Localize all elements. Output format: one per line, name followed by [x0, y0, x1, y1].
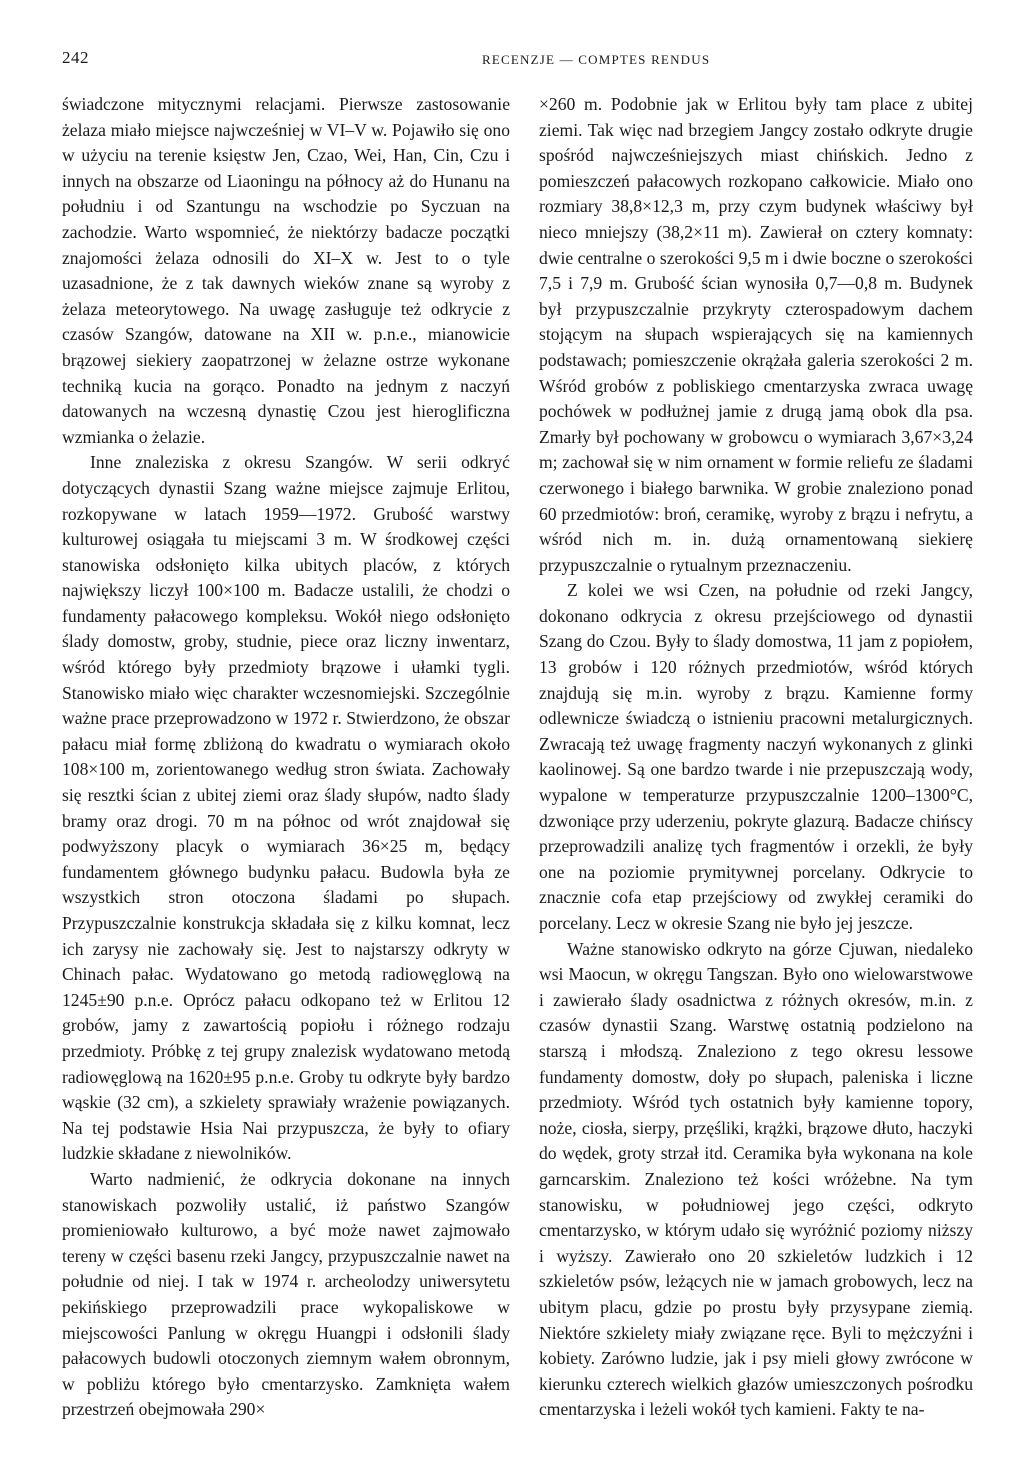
paragraph: Ważne stanowisko odkryto na górze Cjuwan, niedaleko wsi Maocun, w okręgu Tangszan. Było ono wielowarstwowe i zawierało ślady osadnictwa z różnych okresów, m.in. z czasów dynastii Szang. Warstwę ostatnią podzielono na starszą i młodszą. Znaleziono z tego okresu lessowe fundamenty domostw, doły po słupach, paleniska i liczne przedmioty. Wśród tych ostatnich były kamienne topory, noże, ciosła, sierpy, przęśliki, krążki, brązowe dłuto, haczyki do wędek, groty strzał itd. Ceramika była wykonana na kole garncarskim. Znaleziono też kości wróżebne. Na tym stanowisku, w południowej jego części, odkryto cmentarzysko, w którym udało się wyróżnić poziomy niższy i wyższy. Zawierało ono 20 szkieletów ludzkich i 12 szkieletów psów, leżących nie w jamach grobowych, lecz na ubitym placu, gdzie po prostu były przysypane ziemią. Niektóre szkielety miały związane ręce. Byli to mężczyźni i kobiety. Zarówno ludzie, jak i psy mieli głowy zwrócone w kierunku czterech wielkich głazów umieszczonych pośrodku cmentarzyska i leżeli wokół tych kamieni. Fakty te na-: [539, 938, 973, 1420]
paragraph: Z kolei we wsi Czen, na południe od rzeki Jangcy, dokonano odkrycia z okresu przejściowego od dynastii Szang do Czou. Były to ślady domostwa, 11 jam z popiołem, 13 grobów i 120 różnych przedmiotów, wśród których znajdują się m.in. wyroby z brązu. Kamienne formy odlewnicze świadczą o istnieniu pracowni metalurgicznych. Zwracają też uwagę fragmenty naczyń wykonanych z glinki kaolinowej. Są one bardzo twarde i nie przepuszczają wody, wypalone w temperaturze przypuszczalnie 1200–1300°C, dzwoniące przy uderzeniu, pokryte glazurą. Badacze chińscy przeprowadzili analizę tych fragmentów i orzekli, że były one na poziomie prymitywnej porcelany. Odkrycie to znacznie cofa etap przejściowy od zwykłej ceramiki do porcelany. Lecz w okresie Szang nie było jej jeszcze.: [539, 580, 973, 933]
page-header: [62, 48, 972, 72]
paragraph: Inne znaleziska z okresu Szangów. W serii odkryć dotyczących dynastii Szang ważne miejsce zajmuje Erlitou, rozkopywane w latach 1959—1972. Grubość warstwy kulturowej osiągała tu miejscami 3 m. W środkowej części stanowiska odsłonięto kilka ubitych placów, z których największy liczył 100×100 m. Badacze ustalili, że chodzi o fundamenty pałacowego kompleksu. Wokół niego odsłonięto ślady domostw, groby, studnie, piece oraz liczny inwentarz, wśród którego były przedmioty brązowe i ułamki tygli. Stanowisko miało więc charakter wczesnomiejski. Szczególnie ważne prace przeprowadzono w 1972 r. Stwierdzono, że obszar pałacu miał formę zbliżoną do kwadratu o wymiarach około 108×100 m, zorientowanego według stron świata. Zachowały się resztki ścian z ubitej ziemi oraz ślady słupów, nadto ślady bramy oraz drogi. 70 m na północ od wrót znajdował się podwyższony placyk o wymiarach 36×25 m, będący fundamentem głównego budynku pałacu. Budowla była ze wszystkich stron otoczona śladami po słupach. Przypuszczalnie konstrukcja składała się z kilku komnat, lecz ich zarysy nie zachowały się. Jest to najstarszy odkryty w Chinach pałac. Wydatowano go metodą radiowęglową na 1245±90 p.n.e. Oprócz pałacu odkopano też w Erlitou 12 grobów, jamy z zawartością popiołu i różnego rodzaju przedmioty. Próbkę z tej grupy znalezisk wydatowano metodą radiowęglową na 1620±95 p.n.e. Groby tu odkryte były bardzo wąskie (32 cm), a szkielety sprawiały wrażenie powiązanych. Na tej podstawie Hsia Nai przypuszcza, że były to ofiary ludzkie składane z niewolników.: [62, 452, 510, 1164]
paragraph: Warto nadmienić, że odkrycia dokonane na innych stanowiskach pozwoliły ustalić, iż państwo Szangów promieniowało kulturowo, a być może nawet zajmowało tereny w części basenu rzeki Jangcy, przypuszczalnie nawet na południe od niej. I tak w 1974 r. archeolodzy uniwersytetu pekińskiego przeprowadzili prace wykopaliskowe w miejscowości Panlung w okręgu Huangpi i odsłonili ślady pałacowych budowli otoczonych ziemnym wałem obronnym, w pobliżu którego było cmentarzysko. Zamknięta wałem przestrzeń obejmowała 290×: [62, 1168, 510, 1420]
right-column: [539, 92, 973, 1423]
left-column: [62, 92, 510, 1423]
page-number: 242: [62, 48, 89, 67]
paragraph: ×260 m. Podobnie jak w Erlitou były tam place z ubitej ziemi. Tak więc nad brzegiem Jangcy zostało odkryte drugie spośród najwcześniejszych miast chińskich. Jedno z pomieszczeń pałacowych rozkopano całkowicie. Miało ono rozmiary 38,8×12,3 m, przy czym budynek właściwy był nieco mniejszy (38,2×11 m). Zawierał on cztery komnaty: dwie centralne o szerokości 9,5 m i dwie boczne o szerokości 7,5 i 7,9 m. Grubość ścian wynosiła 0,7—0,8 m. Budynek był przypuszczalnie przykryty czterospadowym dachem stojącym na słupach wspierających się na kamiennych podstawach; pomieszczenie okrążała galeria szerokości 2 m. Wśród grobów z pobliskiego cmentarzyska zwraca uwagę pochówek w podłużnej jamie z drugą jamą obok dla psa. Zmarły był pochowany w grobowcu o wymiarach 3,67×3,24 m; zachował się w nim ornament w formie reliefu ze śladami czerwonego i białego barwnika. W grobie znaleziono ponad 60 przedmiotów: broń, ceramikę, wyroby z brązu i nefrytu, a wśród nich m. in. dużą ornamentowaną siekierę przypuszczalnie o rytualnym przeznaczeniu.: [539, 94, 973, 575]
paragraph: świadczone mitycznymi relacjami. Pierwsze zastosowanie żelaza miało miejsce najwcześniej w VI–V w. Pojawiło się ono w użyciu na terenie księstw Jen, Czao, Wei, Han, Cin, Czu i innych na obszarze od Liaoningu na północy aż do Hunanu na południu i od Szantungu na wschodzie po Syczuan na zachodzie. Warto wspomnieć, że niektórzy badacze początki znajomości żelaza odnosili do XI–X w. Jest to o tyle uzasadnione, że z tak dawnych wieków znane są wyroby z żelaza meteorytowego. Na uwagę zasługuje też odkrycie z czasów Szangów, datowane na XII w. p.n.e., mianowicie brązowej siekiery zaopatrzonej w żelazne ostrze wykonane techniką kucia na gorąco. Ponadto na jednym z naczyń datowanych na wczesną dynastię Czou jest hieroglificzna wzmianka o żelazie.: [62, 94, 510, 447]
running-head: RECENZJE — COMPTES RENDUS: [482, 52, 711, 67]
